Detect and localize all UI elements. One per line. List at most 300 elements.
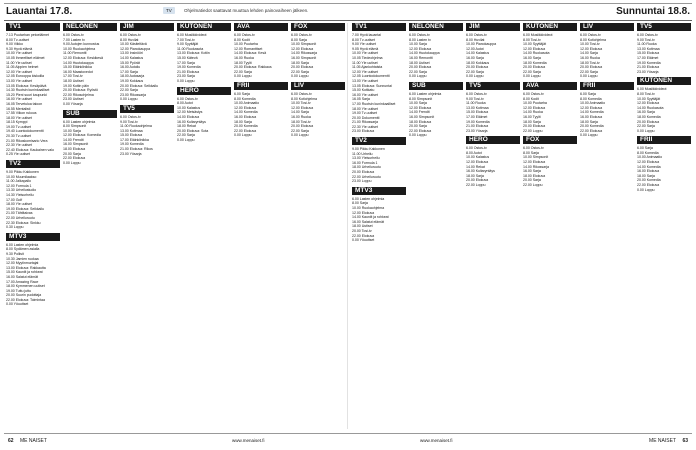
program-listing: 18.00 Kymmenen uutiset [6,284,45,289]
program-listing: 8.00 Komedia [637,150,659,155]
program-listing: 18.00 Sarja [234,119,252,124]
program-listing: 13.00 Elokuva: Kotiin [177,51,210,56]
program-listing: 10.00 Yle uutiset [6,51,32,56]
program-listing: 12.00 Elokuva [523,46,546,51]
left-magazine-name: ME NAISET [20,438,47,444]
channel-header: TV5 [637,23,691,31]
program-listing: 18.00 Urheiluruutu [352,165,381,170]
channel-header: NELONEN [63,23,117,31]
listing-column [352,23,406,429]
program-listing: 0.00 Yöuutiset [352,238,375,243]
program-listing: 13.00 Yleisurheilu [352,156,380,161]
program-listing: 23.00 Yösarja [637,69,659,74]
program-listing: 20.00 Dokumentti [352,115,380,120]
program-listing: 7.00 Tosi-tv [177,37,195,42]
program-listing: 0.00 Loppu [234,133,252,138]
program-listing: 6.00 Musiikkivideot [637,87,667,92]
program-listing: 12.00 Pianokauppa [120,46,151,51]
program-listing: 13.05 Elokuva: Sunnuntai [352,83,392,88]
program-listing: 9.00 Tosi-tv [120,119,138,124]
program-listing: 13.00 Kotimaa [637,46,660,51]
program-listing: 16.00 Elokuva [234,114,257,119]
program-listing: 17.00 Amazing Race [6,279,39,284]
program-listing: 16.00 Kultaryntäys [177,119,206,124]
listing-column [63,23,117,429]
program-listing: 16.00 Ruoka [234,55,254,60]
program-listing: 17.55 Viikon rukous [6,111,37,116]
program-listing: 8.00 Simpsonit [63,124,87,129]
program-listing: 0.00 Loppu [177,137,195,142]
program-listing: 20.00 Elokuva [291,65,314,70]
program-listing: 9.00 Pikku Kakkonen [352,147,385,152]
program-listing: 16.00 Formula 1 [352,160,378,165]
program-listing: 8.00 Kotiohjelma [580,37,606,42]
program-listing: 22.30 Yle uutiset [6,143,32,148]
program-listing: 16.00 Ruoka [580,55,600,60]
program-listing: 10.00 Animaatio [234,101,260,106]
program-listing: 10.00 Simpsonit [291,42,317,47]
channel-header: TV5 [466,82,520,90]
program-listing: 16.00 Salatut elämät [352,219,384,224]
program-listing: 18.00 Kokkaus [466,60,490,65]
program-listing: 14.00 Ruoka [523,110,543,115]
program-listing: 8.00 Tosi-tv [523,37,541,42]
program-listing: 18.00 Sarja [523,119,541,124]
program-listing: 18.00 Sarja [466,173,484,178]
listing-column [523,23,577,429]
channel-header: SUB [63,110,117,118]
program-listing: 11.00 Urheilu [352,151,373,156]
program-listing: 22.00 Elokuva [234,128,257,133]
program-listing: 12.00 Elokuva [466,160,489,165]
program-listing: 20.00 Elokuva [580,65,603,70]
program-listing: 17.00 Tosi-tv [63,74,83,79]
program-listing: 8.00 Huvilat [466,37,485,42]
program-listing: 6.00 Sarja [580,91,596,96]
listing-column [580,23,634,429]
program-listing: 13.00 Yle uutiset [6,78,32,83]
program-listing: 18.00 Yle uutiset [6,115,32,120]
program-listing: 23.00 Loppu [352,179,372,184]
program-listing: 13.05 Elokuva: Kesäpäivä [6,83,47,88]
program-listing: 16.00 Autoilu [120,65,141,70]
program-listing: 16.55 Mentalisti [6,106,31,111]
program-listing: 22.00 Elokuva: Toimintaa [6,297,45,302]
program-listing: 19.40 Luontodokumentti [6,129,44,134]
program-listing: 6.00 Sarja [637,146,653,151]
program-listing: 8.00 Lasten tv [409,37,431,42]
program-listing: 0.00 Yöuutiset [6,302,29,307]
program-listing: 10.05 Ihmeelliset eläimet [6,55,45,60]
program-listing: 10.00 Kalastus [177,105,201,110]
program-listing: 10.00 Tosi-tv [291,101,311,106]
program-listing: 12.00 Formula 1 [6,183,32,188]
program-listing: 19.00 Komedia [466,119,490,124]
program-listing: 0.00 Loppu [63,160,81,165]
program-listing: 14.30 Ruotsin kuninkaalliset [6,88,50,93]
channel-header: LIV [291,82,345,90]
program-listing: 10.00 Syyttäjät [523,42,547,47]
program-listing: 20.00 Komedia [637,178,661,183]
channel-header: TV1 [352,23,406,31]
right-page-number: 63 [682,438,688,444]
program-listing: 12.00 Elokuva [409,46,432,51]
program-listing: 6.00 Ostos-tv [637,33,658,37]
channel-header: JIM [120,23,174,31]
program-listing: 11.00 Remontti [63,51,87,56]
header-rule [4,20,692,21]
program-listing: 22.00 Sarja [177,133,195,138]
program-listing: 12.00 Myytinmurtajat [6,261,39,266]
program-listing: 18.00 Sarja [637,173,655,178]
listing-column [637,23,691,429]
program-listing: 15.00 Kätevä [177,55,198,60]
right-page-day-title: Sunnuntai 18.8. [616,6,690,17]
program-listing: 16.00 Simpsonit [409,114,435,119]
listing-column [466,23,520,429]
program-listing: 9.00 Yle uutiset [352,42,376,47]
program-listing: 6.00 Ostos-tv [291,91,312,96]
program-listing: 22.00 Sarja [120,88,138,93]
channel-header: KUTONEN [177,23,231,31]
program-listing: 6.00 Ostos-tv [523,146,544,151]
program-listing: 10.00 Puutarha [234,42,258,47]
program-listing: 8.00 Sarja [352,201,368,206]
program-listing: 10.00 Animaatio [637,155,663,160]
program-listing: 11.00 Jalkapallo [6,179,31,184]
program-listing: 22.00 Sarja [580,69,598,74]
program-listing: 22.00 Sarja [409,69,427,74]
program-listing: 6.00 Ostos-tv [177,96,198,101]
program-listing: 18.00 Uutiset [409,60,430,65]
program-listing: 12.00 Elokuva [352,210,375,215]
program-listing: 15.00 Elokuva [120,133,143,138]
program-listing: 14.00 Kauniit ja rohkeat [352,215,389,220]
program-listing: 19.00 Komedia [120,142,144,147]
program-listing: 9.30 Hyvä elämä [6,46,33,51]
program-listing: 10.00 Simpsonit [523,155,549,160]
program-listing: 0.00 Yösarja [63,101,83,106]
program-listing: 0.00 Loppu [120,97,138,102]
program-listing: 20.00 Elokuva [523,124,546,129]
program-listing: 21.00 Tähtitaivas [6,211,33,216]
program-listing: 18.00 Yle uutiset [352,106,378,111]
program-listing: 18.00 Tosi-tv [580,60,600,65]
program-listing: 10.00 Syyttäjät [637,96,661,101]
program-listing: 18.00 Elokuva [409,119,432,124]
program-listing: 14.00 Elokuva [177,114,200,119]
program-listing: 20.00 Elokuva [523,65,546,70]
program-listing: 20.30 Tv-uutiset [6,134,31,139]
program-listing: 12.00 Yle uutiset [352,69,378,74]
program-listing: 22.00 Sarja [234,69,252,74]
program-listing: 13.00 Kotimaa [466,105,489,110]
program-listing: 14.00 Huutokauppa [63,60,94,65]
program-listing: 11.00 Ruokasota [177,46,204,51]
program-listing: 10.00 Sarja [409,101,427,106]
program-listing: 0.00 Loppu [291,74,309,79]
program-listing: 15.00 Elokuva [637,51,660,56]
program-listing: 14.00 Komedia [580,110,604,115]
channel-header: FOX [523,136,577,144]
program-listing: 16.00 Yle uutiset [6,97,32,102]
program-listing: 18.00 Komedia [523,60,547,65]
program-listing: 7.13 Puutarhan petoeläimet [6,33,49,37]
program-listing: 22.30 Yle uutiset [352,124,378,129]
program-listing: 16.00 Maastovedot [63,69,93,74]
program-listing: 23.00 Rikossarja [120,92,146,97]
program-listing: 23.00 Sarja [177,74,195,79]
listing-column [291,23,345,429]
channel-header: HERO [466,136,520,144]
program-listing: 18.00 Tosi-tv [291,119,311,124]
program-listing: 15.20 Pieni suuri kaupunki [6,92,47,97]
program-listing: 14.00 Elokuva: Kesä [234,51,267,56]
program-listing: 8.00 Huvilat [120,37,139,42]
program-listing: 12.00 Elokuva [523,105,546,110]
program-listing: 9.30 Poliisit [6,251,24,256]
program-listing: 6.00 Lasten ohjelmia [63,119,96,124]
channel-header: LIV [580,23,634,31]
program-listing: 18.00 Sarja [291,60,309,65]
program-listing: 18.00 Komedia [637,114,661,119]
program-listing: 13.00 Yle uutiset [352,78,378,83]
program-listing: 22.00 Sarja [291,128,309,133]
program-listing: 12.05 Eurooppa kiskoilla [6,74,44,79]
program-listing: 8.00 Komedia [234,96,256,101]
program-listing: 10.05 Tiedeohjelma [352,55,383,60]
program-listing: 15.00 Kauniit ja rohkeat [6,270,43,275]
program-listing: 12.00 Elokuva: Keskikesä [63,55,103,60]
channel-header: TV5 [120,105,174,113]
program-listing: 6.00 Ostos-tv [234,33,255,37]
program-listing: 6.00 Ostos-tv [291,33,312,37]
program-listing: 6.00 Ostos-tv [466,91,487,96]
program-listing: 20.00 Elokuva: Ryöstö [63,88,98,93]
program-listing: 10.00 Ruokaohjelma [63,46,96,51]
program-listing: 16.00 Tyylit [523,114,541,119]
program-listing: 12.00 Elokuva [637,101,660,106]
channel-header: MTV3 [6,233,60,241]
program-listing: 16.00 Simpsonit [63,142,89,147]
footer-rule [4,433,692,434]
program-listing: 19.00 Tv-uutiset [6,124,31,129]
program-listing: 18.00 Sarja [580,119,598,124]
program-listing: 9.00 Tosi-tv [637,37,655,42]
program-listing: 21.00 Elokuva: Rikos [120,147,153,152]
program-listing: 19.00 Komedia [637,60,661,65]
program-listing: 20.00 Elokuva [352,170,375,175]
program-listing: 6.00 Ostos-tv [409,33,430,37]
program-listing: 16.00 Ruoka [291,114,311,119]
program-listing: 10.00 Yle uutiset [352,51,378,56]
program-listing: 8.00 Simpsonit [409,96,433,101]
program-listing: 11.05 Ajankohtaista [352,65,383,70]
program-listing: 17.00 Eläimet [466,114,488,119]
program-listing: 14.00 Sarja [580,51,598,56]
header-top-rule [4,3,692,4]
program-listing: 6.00 Lasten ohjelmia [352,196,385,201]
program-listing: 18.00 Elokuva [523,173,546,178]
program-listing: 8.00 Sydämen asialla [6,247,40,252]
program-listing: 10.00 Kalastus [466,155,490,160]
program-listing: 19.00 Tuttu juttu [6,288,31,293]
program-listing: 10.00 Sarja [409,42,427,47]
program-listing: 16.05 Tervetuloa taloon [6,101,43,106]
program-listing: 17.00 Sarja [177,60,195,65]
program-listing: 0.00 Loppu [523,74,541,79]
program-listing: 22.00 Sarja [466,69,484,74]
program-listing: 14.00 Ruokasota [523,51,550,56]
program-listing: 14.30 Yleisurheilu [6,193,34,197]
program-listing: 14.00 Frendit [409,110,430,115]
program-listing: 6.00 Sarja [234,91,250,96]
program-listing: 14.00 Kalastus [120,55,144,60]
program-listing: 8.00 Tosi-tv [637,91,655,96]
program-listing: 14.00 Rikossarja [523,164,549,169]
program-listing: 22.00 Sarja [523,69,541,74]
program-listing: 6.00 Lasten ohjelmia [6,242,39,247]
program-listing: 18.00 Rekat [177,124,196,129]
channel-header: KUTONEN [637,77,691,85]
program-listing: 20.00 Sarja [523,178,541,183]
program-listing: 14.00 Ruokasota [637,105,664,110]
program-listing: 21.00 Elokuva [466,124,489,129]
program-listing: 6.00 Ostos-tv [466,33,487,37]
program-listing: 22.00 Elokuva [580,128,603,133]
program-listing: 0.00 Loppu [637,128,655,133]
program-listing: 20.00 Suurin pudottaja [6,293,42,298]
program-listing: 12.05 Luontodokumentti [352,74,390,79]
program-listing: 8.00 Sarja [523,150,539,155]
program-listing: 11.05 Alppien helmet [6,65,39,70]
program-listing: 23.00 Yösarja [120,151,142,156]
program-listing: 18.00 Tyylit [234,60,252,65]
program-listing: 20.00 Elokuva: Sota [177,128,209,133]
left-website[interactable]: www.menaiset.fi [232,438,265,443]
left-page-number: 62 [8,438,14,444]
program-listing: 22.00 Urheiluruutu [352,174,381,179]
program-listing: 17.00 Ruotsin kuninkaalliset [352,101,396,106]
channel-header: FRII [234,82,288,90]
program-listing: 8.00 Komedia [580,96,602,101]
program-listing: 20.00 Sarja [63,151,81,156]
program-listing: 0.00 Loppu [637,187,655,192]
page-gutter [347,23,348,429]
program-listing: 7.00 Hyvä lauantai [352,33,381,37]
program-listing: 12.00 Elokuva [580,46,603,51]
program-listing: 8.00 Kodit [234,37,250,42]
program-listing: 8.00 Kodit [523,96,539,101]
schedule-disclaimer: Ohjelmatiedot saattavat muuttua lehden painovaiheen jälkeen. [184,8,309,13]
program-listing: 6.00 Ostos-tv [120,114,141,119]
program-listing: 0.00 Loppu [466,74,484,79]
program-listing: 0.00 Loppu [580,74,598,79]
program-listing: 19.00 Komedia [177,65,201,70]
listing-column [6,23,60,429]
program-listing: 16.00 Yle uutiset [352,92,378,97]
program-listing: 17.00 Sarja [120,69,138,74]
program-listing: 12.00 Elokuva: Komedia [63,133,101,138]
program-listing: 18.15 Kymppi [6,120,28,125]
program-listing: 14.00 Komedia [637,164,661,169]
program-listing: 10.00 Puutarha [523,101,547,106]
program-listing: 16.00 Elokuva [637,169,660,174]
program-listing: 22.00 Loppu [523,128,543,133]
program-listing: 14.00 Sarja [291,110,309,115]
program-listing: 22.00 Urheiluruutu [6,215,35,220]
program-listing: 0.00 Loppu [409,133,427,138]
program-listing: 22.00 Elokuva [637,183,660,188]
program-listing: 11.00 Yle uutiset [352,60,378,65]
program-listing: 12.00 Romanttiset [234,46,263,51]
program-listing: 0.00 Loppu [409,74,427,79]
right-magazine-name: ME NAISET [649,438,676,444]
program-listing: 11.00 Ruoka [466,101,486,106]
program-listing: 10.00 Animaatio [580,101,606,106]
program-listing: 12.00 Yle uutiset [6,69,32,74]
program-listing: 16.00 Simpsonit [291,55,317,60]
program-listing: 20.00 Elokuva [291,124,314,129]
program-listing: 21.00 Elokuva [177,69,200,74]
program-listing: 22.00 Elokuva [63,156,86,161]
program-listing: 22.40 Elokuva: Kaukainen valo [6,147,54,152]
channel-header: KUTONEN [523,23,577,31]
program-listing: 12.00 Elokuva [291,105,314,110]
channel-header: NELONEN [409,23,463,31]
program-listing: 11.00 Yle uutiset [6,60,32,65]
program-listing: 18.00 Autosarja [120,74,145,79]
program-listing: 0.00 Loppu [580,133,598,138]
program-listing: 21.00 Rikossarja [352,120,378,125]
program-listing: 8.00 Autot [177,101,193,106]
program-listing: 9.00 Tosi-tv [466,96,484,101]
program-listing: 8.00 Autot [466,150,482,155]
program-listing: 22.00 Elokuva [352,233,375,238]
program-listing: 23.00 Uutiset [63,97,84,102]
program-listing: 19.00 Kotiin päin [63,83,89,88]
program-listing: 22.00 Rikosohjelma [63,92,94,97]
program-listing: 9.05 Hyvä elämä [352,46,379,51]
listing-column [177,23,231,429]
program-listing: 23.00 Elokuva [352,129,375,134]
program-listing: 0.00 Loppu [234,74,252,79]
program-listing: 16.05 Sarja [352,97,370,102]
program-listing: 19.00 Elokuva: Seikkailu [6,206,44,211]
right-website[interactable]: www.menaiset.fi [420,438,453,443]
program-listing: 20.00 Elokuva: Seikkailu [120,83,158,88]
program-listing: 20.00 Elokuva [466,65,489,70]
listing-column [234,23,288,429]
program-listing: 16.00 Sarja [637,110,655,115]
program-listing: 13.00 Kotimaa [120,128,143,133]
program-listing: 8.00 Tv-uutiset [352,37,375,42]
program-listing: 15.00 Eläinklinikka [63,65,92,70]
program-listing: 18.00 Uutiset [63,78,84,83]
program-listing: 0.00 Loppu [291,133,309,138]
program-listing: 6.00 Musiikkivideot [523,33,553,37]
channel-header: SUB [409,82,463,90]
program-listing: 22.00 Loppu [466,183,486,188]
program-listing: 6.00 Ostos-tv [63,33,84,37]
program-listing: 11.00 Ruokaohjelma [120,124,152,129]
program-listing: 15.00 Pyörät [120,60,140,65]
program-listing: 20.00 Tosi-tv [352,228,372,233]
program-listing: 20.00 Elokuva [637,119,660,124]
program-listing: 15.00 Elokuva [466,110,489,115]
program-listing: 22.00 Sarja [291,69,309,74]
program-listing: 20.00 Elokuva: Rakkaus [234,65,272,70]
